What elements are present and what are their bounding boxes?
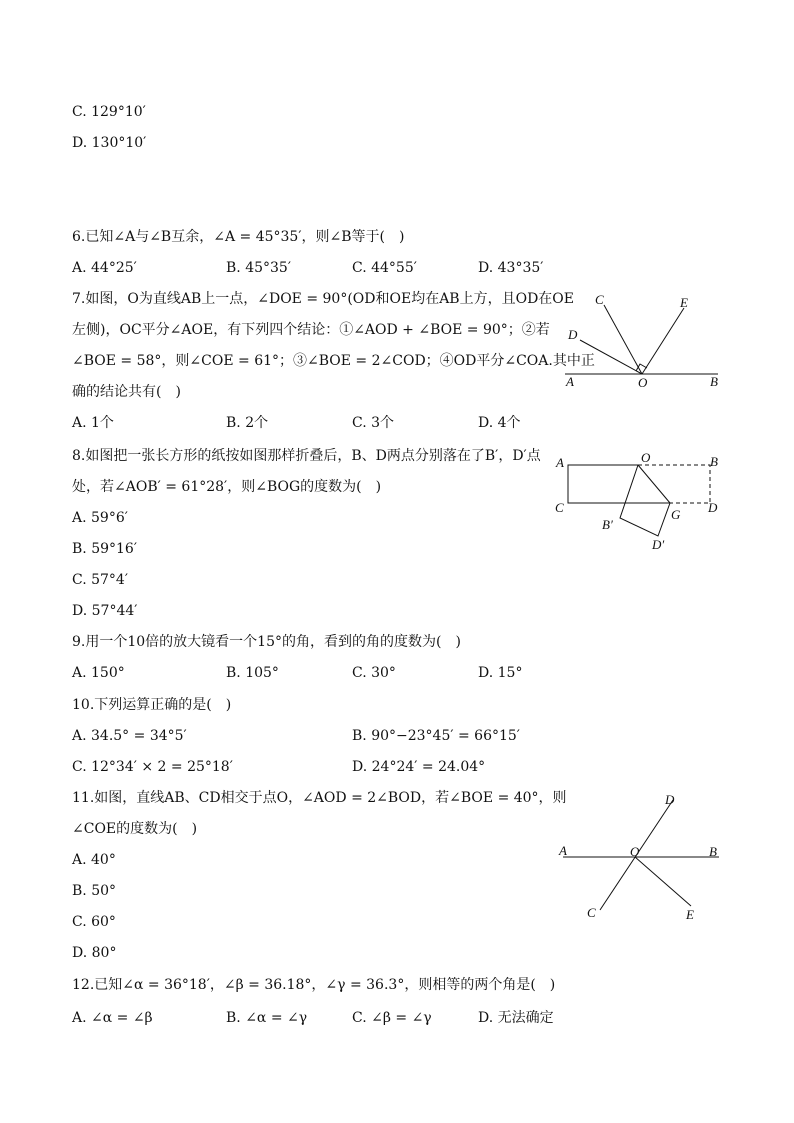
q5-option-d: D. 130°10′ [72, 135, 147, 151]
q8-crease-og [638, 465, 670, 503]
q7-right-angle-mark [636, 364, 647, 371]
q7-stem-line3: ∠BOE = 58°，则∠COE = 61°；③∠BOE = 2∠COD；④OD平分∠COA.其中正 [72, 353, 595, 369]
q8-label-b-prime: B′ [602, 517, 613, 532]
q9-option-c: C. 30° [352, 665, 396, 681]
q9-stem: 9.用一个10倍的放大镜看一个15°的角，看到的角的度数为( ) [72, 634, 461, 650]
q7-label-d: D [568, 327, 578, 342]
q11-label-c: C [587, 905, 596, 920]
q11-option-a: A. 40° [72, 852, 116, 868]
q7-option-a: A. 1个 [72, 415, 114, 431]
q6-option-c: C. 44°55′ [352, 260, 417, 276]
q11-stem-line1: 11.如图，直线AB、CD相交于点O，∠AOD = 2∠BOD，若∠BOE = 40°，则 [72, 790, 567, 806]
q11-label-o: O [630, 844, 640, 859]
q7-label-c: C [595, 292, 604, 307]
q11-ray-oe [635, 857, 691, 906]
q8-label-a: A [556, 455, 564, 470]
q8-label-d: D [708, 500, 718, 515]
q7-option-b: B. 2个 [226, 415, 269, 431]
q8-stem-line1: 8.如图把一张长方形的纸按如图那样折叠后，B、D两点分别落在了B′，D′点 [72, 448, 541, 464]
q8-option-a: A. 59°6′ [72, 510, 128, 526]
q11-option-d: D. 80° [72, 945, 117, 961]
q7-figure [560, 290, 730, 395]
q7-label-e: E [680, 295, 688, 310]
q8-rectangle-outline [568, 465, 670, 503]
q9-option-b: B. 105° [226, 665, 279, 681]
q10-stem: 10.下列运算正确的是( ) [72, 697, 232, 713]
q10-option-a: A. 34.5° = 34°5′ [72, 728, 187, 744]
q6-option-a: A. 44°25′ [72, 260, 137, 276]
q12-option-c: C. ∠β = ∠γ [352, 1010, 432, 1026]
q12-stem: 12.已知∠α = 36°18′，∠β = 36.18°，∠γ = 36.3°，则相等的两个角是( ) [72, 977, 556, 993]
q11-figure [555, 788, 730, 928]
q5-option-c: C. 129°10′ [72, 104, 146, 120]
q8-figure [550, 448, 730, 558]
q9-option-d: D. 15° [478, 665, 523, 681]
q11-label-a: A [559, 843, 567, 858]
q11-label-b: B [709, 844, 717, 859]
q6-option-d: D. 43°35′ [478, 260, 544, 276]
q11-option-b: B. 50° [72, 883, 117, 899]
q8-label-c: C [555, 500, 564, 515]
q8-label-o: O [641, 450, 651, 465]
q12-option-a: A. ∠α = ∠β [72, 1010, 153, 1026]
q7-label-b: B [710, 374, 718, 389]
q8-label-g: G [671, 507, 681, 522]
q7-option-d: D. 4个 [478, 415, 521, 431]
q8-label-d-prime: D′ [652, 537, 665, 552]
q8-stem-line2: 处，若∠AOB′ = 61°28′，则∠BOG的度数为( ) [72, 479, 382, 495]
q11-option-c: C. 60° [72, 914, 116, 930]
q10-option-d: D. 24°24′ = 24.04° [352, 759, 486, 775]
q11-stem-line2: ∠COE的度数为( ) [72, 821, 198, 837]
q7-option-c: C. 3个 [352, 415, 395, 431]
q10-option-c: C. 12°34′ × 2 = 25°18′ [72, 759, 233, 775]
q8-label-b: B [710, 454, 718, 469]
q7-stem-line1: 7.如图，O为直线AB上一点，∠DOE = 90°(OD和OE均在AB上方，且OD在OE [72, 291, 574, 307]
q7-ray-oe [642, 308, 684, 374]
q7-label-o: O [638, 375, 648, 390]
q10-option-b: B. 90°−23°45′ = 66°15′ [352, 728, 520, 744]
q8-folded-dashed [638, 465, 710, 503]
q12-option-d: D. 无法确定 [478, 1010, 554, 1026]
q7-label-a: A [566, 374, 574, 389]
q6-option-b: B. 45°35′ [226, 260, 291, 276]
q7-stem-line2: 左侧)，OC平分∠AOE，有下列四个结论：①∠AOD + ∠BOE = 90°；②若 [72, 322, 550, 338]
q11-label-d: D [665, 792, 675, 807]
q11-label-e: E [686, 907, 694, 922]
q8-option-c: C. 57°4′ [72, 572, 129, 588]
q9-option-a: A. 150° [72, 665, 125, 681]
q8-option-b: B. 59°16′ [72, 541, 137, 557]
q8-folded-flap [620, 465, 670, 536]
q7-stem-line4: 确的结论共有( ) [72, 384, 181, 400]
q6-stem: 6.已知∠A与∠B互余，∠A = 45°35′，则∠B等于( ) [72, 229, 405, 245]
q8-option-d: D. 57°44′ [72, 603, 138, 619]
q12-option-b: B. ∠α = ∠γ [226, 1010, 308, 1026]
